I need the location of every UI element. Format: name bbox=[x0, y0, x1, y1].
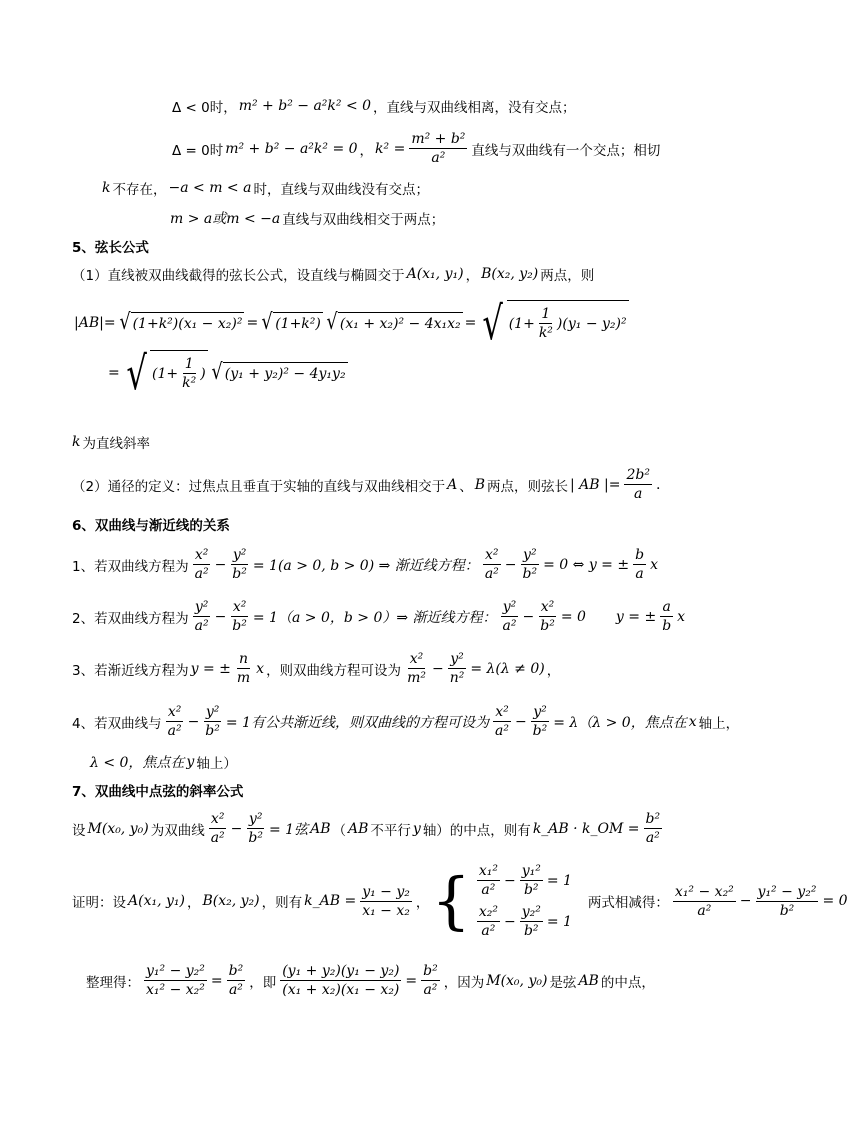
text: 直线与双曲线相交于两点； bbox=[282, 212, 445, 228]
chord-formula-2 bbox=[108, 346, 348, 400]
latus-rectum-definition bbox=[72, 466, 660, 503]
point-a: A(x₁, y₁) bbox=[128, 893, 185, 909]
sqrt bbox=[478, 296, 628, 350]
point-m: M(x₀, y₀) bbox=[486, 972, 548, 989]
fraction bbox=[521, 546, 540, 583]
fraction bbox=[644, 810, 663, 847]
radicand: ( 1+ $\frac{1}{\text{k²}}$ ) (y₁ − y₂)² bbox=[507, 300, 629, 346]
fraction bbox=[421, 962, 440, 999]
numerator: 1 bbox=[184, 356, 194, 372]
formula: = 0 ⇔ y = ± bbox=[543, 556, 630, 573]
rhs: = 1 bbox=[546, 913, 572, 930]
fraction bbox=[235, 650, 252, 687]
fraction bbox=[405, 650, 428, 687]
term: (y₁ − y₂)² bbox=[562, 315, 627, 332]
denominator: k² bbox=[182, 375, 197, 391]
condition-line-1 bbox=[172, 96, 576, 116]
numerator: x² bbox=[495, 704, 509, 720]
numerator: b² bbox=[228, 963, 244, 979]
radicand: (1+k²)(x₁ − x₂)² bbox=[131, 312, 245, 334]
denominator: a² bbox=[481, 882, 496, 898]
var-x: x bbox=[688, 713, 697, 730]
denominator: b² bbox=[205, 723, 220, 739]
fraction bbox=[193, 546, 211, 583]
formula: k_AB · k_OM = bbox=[532, 820, 640, 837]
fraction bbox=[660, 598, 673, 635]
numerator: y₁² − y₂² bbox=[146, 963, 205, 979]
section-heading-6: 6、双曲线与渐近线的关系 bbox=[72, 518, 230, 534]
numerator: y₁² bbox=[521, 863, 541, 879]
denominator: a² bbox=[423, 982, 438, 998]
denominator: a² bbox=[194, 618, 209, 634]
text: 的中点， bbox=[600, 974, 655, 991]
text: ， bbox=[465, 268, 480, 284]
minus: − bbox=[739, 893, 752, 909]
denominator: b bbox=[662, 618, 672, 634]
minus: − bbox=[431, 660, 444, 677]
fraction bbox=[624, 466, 651, 503]
var-x: x bbox=[650, 556, 658, 573]
fraction bbox=[673, 883, 736, 920]
denominator: x₁ − x₂ bbox=[362, 902, 410, 919]
numerator: b² bbox=[423, 963, 438, 979]
minus: − bbox=[514, 713, 527, 730]
numerator: y₁² − y₂² bbox=[757, 883, 817, 900]
denominator: a² bbox=[431, 150, 446, 166]
denominator: n² bbox=[449, 670, 465, 686]
denominator: a² bbox=[502, 618, 517, 634]
numerator: x₁² bbox=[478, 863, 498, 879]
system-row-2 bbox=[475, 903, 572, 940]
chord: AB bbox=[310, 820, 331, 837]
fraction bbox=[180, 355, 198, 392]
text: 1、若双曲线方程为 bbox=[72, 558, 189, 575]
text: 3、若渐近线方程为 bbox=[72, 662, 189, 679]
formula: | AB |= bbox=[570, 476, 621, 493]
radical-sign: √ bbox=[211, 360, 223, 385]
fraction bbox=[360, 883, 412, 920]
minus: − bbox=[503, 872, 516, 889]
fraction bbox=[477, 862, 500, 899]
point-m: M(x₀, y₀) bbox=[87, 820, 149, 837]
condition-line-2 bbox=[172, 130, 660, 167]
denominator: m² bbox=[407, 670, 426, 686]
sqrt bbox=[260, 312, 323, 334]
formula: y = ± bbox=[190, 660, 231, 677]
fraction bbox=[230, 598, 249, 635]
numerator: y² bbox=[248, 811, 263, 827]
fraction bbox=[209, 810, 227, 847]
numerator: x² bbox=[194, 547, 209, 563]
formula: −a < m < a bbox=[168, 180, 252, 196]
var-y: y bbox=[412, 820, 421, 837]
text: （ bbox=[332, 822, 346, 839]
fraction bbox=[409, 130, 467, 167]
point-a: A(x₁, y₁) bbox=[406, 266, 464, 282]
text: 轴）的中点，则有 bbox=[422, 822, 531, 839]
denominator: b² bbox=[540, 618, 555, 634]
formula: y = ± bbox=[615, 608, 657, 625]
numerator: x² bbox=[409, 651, 424, 667]
fraction bbox=[538, 598, 557, 635]
numerator: y² bbox=[523, 547, 537, 563]
numerator: x₂² bbox=[478, 904, 498, 920]
numerator: y₁ − y₂ bbox=[362, 883, 410, 900]
denominator: b² bbox=[532, 723, 548, 739]
formula: λ < 0，焦点在 bbox=[90, 755, 185, 771]
formula: m² + b² − a²k² = 0 bbox=[225, 140, 358, 157]
text: 是弦 bbox=[549, 974, 577, 991]
fraction bbox=[246, 810, 265, 847]
minus: − bbox=[504, 556, 517, 573]
numerator: (y₁ + y₂)(y₁ − y₂) bbox=[282, 963, 400, 979]
denominator: b² bbox=[522, 566, 538, 582]
fraction bbox=[203, 703, 222, 740]
text: 4、若双曲线与 bbox=[72, 715, 162, 732]
numerator: n bbox=[239, 651, 249, 667]
numerator: x₁² − x₂² bbox=[674, 883, 734, 900]
denominator: b² bbox=[779, 902, 795, 919]
formula: = λ（λ > 0，焦点在 bbox=[553, 714, 687, 731]
numerator: x² bbox=[540, 599, 555, 615]
denominator: a² bbox=[481, 923, 496, 939]
sqrt bbox=[210, 362, 348, 384]
radical-sign: √ bbox=[118, 310, 131, 335]
text: 证明：设 bbox=[72, 895, 126, 911]
formula: = λ(λ ≠ 0) bbox=[470, 660, 545, 677]
numerator: x² bbox=[167, 704, 182, 720]
fraction bbox=[756, 883, 819, 920]
text: 为双曲线 bbox=[150, 822, 205, 839]
formula: = 0 bbox=[822, 893, 848, 909]
text: 设 bbox=[72, 822, 86, 839]
minus: − bbox=[230, 820, 243, 837]
proof-line-2 bbox=[86, 962, 655, 999]
chord: AB bbox=[347, 820, 369, 837]
minus: − bbox=[214, 608, 227, 625]
numerator: y₂² bbox=[521, 904, 541, 920]
equals: = bbox=[108, 365, 120, 381]
asymptote-rule-1 bbox=[72, 546, 658, 583]
denominator: m bbox=[236, 670, 251, 686]
formula: = 1（a > 0，b > 0）⇒ 渐近线方程： bbox=[252, 609, 497, 626]
text: 轴上， bbox=[698, 715, 740, 732]
text: 时，直线与双曲线没有交点； bbox=[253, 182, 429, 198]
radicand: (1+k²) bbox=[273, 312, 323, 334]
fraction bbox=[501, 598, 519, 635]
chord-formula-1 bbox=[74, 296, 629, 350]
radicand: (y₁ + y₂)² − 4y₁y₂ bbox=[223, 362, 348, 384]
denominator: a bbox=[635, 566, 644, 582]
fraction bbox=[477, 903, 500, 940]
equation-system bbox=[475, 862, 572, 940]
one: 1+ bbox=[157, 365, 179, 382]
slope-note bbox=[72, 432, 150, 452]
minus: − bbox=[522, 608, 535, 625]
equals: = bbox=[210, 972, 223, 989]
fraction bbox=[448, 650, 467, 687]
var-y: y bbox=[186, 754, 195, 770]
denominator: a bbox=[634, 486, 643, 502]
asymptote-rule-4 bbox=[72, 703, 739, 740]
formula: k_AB = bbox=[304, 893, 357, 909]
numerator: b² bbox=[645, 811, 661, 827]
sqrt bbox=[118, 312, 245, 334]
fraction bbox=[230, 546, 249, 583]
text: Δ < 0时， bbox=[172, 100, 237, 116]
var-k: k bbox=[102, 180, 111, 196]
fraction bbox=[144, 962, 207, 999]
formula: = 1弦 bbox=[268, 821, 309, 838]
denominator: b² bbox=[523, 923, 539, 939]
numerator: y² bbox=[194, 599, 209, 615]
denominator: a² bbox=[194, 566, 209, 582]
section-heading-7: 7、双曲线中点弦的斜率公式 bbox=[72, 784, 244, 800]
asymptote-rule-2 bbox=[72, 598, 685, 635]
denominator: a² bbox=[645, 830, 660, 846]
point: A bbox=[447, 476, 458, 493]
formula: = 1有公共渐近线，则双曲线的方程可设为 bbox=[225, 714, 489, 731]
denominator: a² bbox=[228, 982, 243, 998]
proof-line-1 bbox=[72, 862, 848, 940]
numerator: 2b² bbox=[626, 467, 650, 483]
text: 、 bbox=[459, 478, 473, 495]
minus: − bbox=[214, 556, 227, 573]
formula: = 1(a > 0, b > 0) ⇒ 渐近线方程： bbox=[252, 557, 479, 574]
sqrt bbox=[122, 346, 208, 400]
sqrt bbox=[325, 312, 463, 334]
radicand: ( 1+ $\frac{1}{\text{k²}}$ ) bbox=[150, 350, 208, 396]
denominator: b² bbox=[248, 830, 263, 846]
text: 直线与双曲线有一个交点；相切 bbox=[471, 142, 661, 159]
rhs: = 1 bbox=[546, 872, 572, 889]
denominator: (x₁ + x₂)(x₁ − x₂) bbox=[282, 982, 400, 998]
text: ，直线与双曲线相离，没有交点； bbox=[373, 100, 576, 116]
text: ，则有 bbox=[261, 895, 303, 911]
text: 整理得： bbox=[86, 974, 140, 991]
numerator: x² bbox=[485, 547, 499, 563]
var-x: x bbox=[256, 660, 265, 677]
numerator: a bbox=[662, 599, 671, 615]
system-row-1 bbox=[475, 862, 572, 899]
fraction bbox=[493, 703, 511, 740]
text: 不平行 bbox=[370, 822, 411, 839]
chord: AB bbox=[578, 972, 599, 989]
period: . bbox=[655, 476, 661, 493]
denominator: x₁² − x₂² bbox=[146, 982, 205, 998]
numerator: m² + b² bbox=[411, 131, 466, 147]
system-brace: { bbox=[431, 864, 471, 937]
numerator: y² bbox=[232, 547, 247, 563]
formula: |AB|= bbox=[74, 315, 116, 331]
fraction bbox=[483, 546, 501, 583]
var-x: x bbox=[677, 608, 686, 625]
fraction bbox=[520, 862, 543, 899]
midpoint-chord-statement bbox=[72, 810, 664, 847]
condition-line-3 bbox=[102, 178, 429, 198]
denominator: b² bbox=[523, 882, 539, 898]
radicand: (x₁ + x₂)² − 4x₁x₂ bbox=[338, 312, 463, 334]
text: 两点，则 bbox=[540, 268, 595, 284]
text: ，即 bbox=[249, 974, 277, 991]
text: Δ = 0时 bbox=[172, 142, 224, 159]
text: 2、若双曲线方程为 bbox=[72, 610, 189, 627]
text: 轴上） bbox=[196, 756, 237, 772]
text: ，则双曲线方程可设为 bbox=[266, 662, 402, 679]
fraction bbox=[227, 962, 246, 999]
condition-line-4 bbox=[170, 208, 444, 228]
numerator: b bbox=[635, 547, 645, 563]
text: ， bbox=[186, 895, 201, 911]
section-heading-5: 5、弦长公式 bbox=[72, 240, 149, 256]
numerator: y² bbox=[205, 704, 220, 720]
numerator: y² bbox=[450, 651, 464, 667]
radical-sign: √ bbox=[126, 346, 147, 400]
text: 两式相减得： bbox=[587, 895, 669, 911]
equals: = bbox=[246, 315, 259, 331]
var-k: k bbox=[72, 434, 81, 450]
point-b: B(x₂, y₂) bbox=[202, 893, 260, 909]
text: ，因为 bbox=[443, 974, 485, 991]
denominator: a² bbox=[697, 902, 712, 919]
numerator: x² bbox=[232, 599, 247, 615]
text: 为直线斜率 bbox=[82, 436, 150, 452]
numerator: y² bbox=[502, 599, 517, 615]
minus: − bbox=[503, 913, 516, 930]
formula: = 0 bbox=[560, 608, 586, 625]
text: （1）直线被双曲线截得的弦长公式，设直线与椭圆交于 bbox=[72, 268, 405, 284]
one: 1+ bbox=[514, 315, 535, 332]
fraction bbox=[280, 962, 401, 999]
text: 两点，则弦长 bbox=[487, 478, 569, 495]
text: ， bbox=[359, 142, 374, 159]
text: ， bbox=[546, 662, 561, 679]
fraction bbox=[537, 305, 555, 342]
formula: m² + b² − a²k² < 0 bbox=[238, 98, 372, 114]
denominator: a² bbox=[484, 566, 499, 582]
equals: = bbox=[464, 315, 477, 331]
radical-sign: √ bbox=[482, 296, 504, 350]
denominator: b² bbox=[232, 566, 247, 582]
text: ， bbox=[415, 895, 430, 911]
denominator: k² bbox=[538, 325, 553, 341]
denominator: b² bbox=[232, 618, 247, 634]
denominator: a² bbox=[494, 723, 509, 739]
numerator: x² bbox=[210, 811, 225, 827]
asymptote-rule-4-cont bbox=[90, 752, 237, 772]
fraction bbox=[531, 703, 550, 740]
text: 不存在， bbox=[112, 182, 167, 198]
point-b: B(x₂, y₂) bbox=[481, 266, 539, 282]
formula: k² = bbox=[375, 140, 406, 157]
text: （2）通径的定义：过焦点且垂直于实轴的直线与双曲线相交于 bbox=[72, 478, 446, 495]
fraction bbox=[166, 703, 184, 740]
equals: = bbox=[405, 972, 418, 989]
numerator: 1 bbox=[541, 306, 551, 322]
numerator: y² bbox=[533, 704, 547, 720]
formula: m > a或m < −a bbox=[170, 211, 281, 227]
chord-length-intro bbox=[72, 264, 594, 284]
radical-sign: √ bbox=[261, 310, 273, 335]
fraction bbox=[520, 903, 543, 940]
denominator: a² bbox=[210, 830, 225, 846]
fraction bbox=[193, 598, 211, 635]
fraction bbox=[633, 546, 646, 583]
denominator: a² bbox=[167, 723, 182, 739]
asymptote-rule-3 bbox=[72, 650, 560, 687]
point: B bbox=[474, 476, 486, 493]
radical-sign: √ bbox=[326, 310, 338, 335]
minus: − bbox=[187, 713, 200, 730]
